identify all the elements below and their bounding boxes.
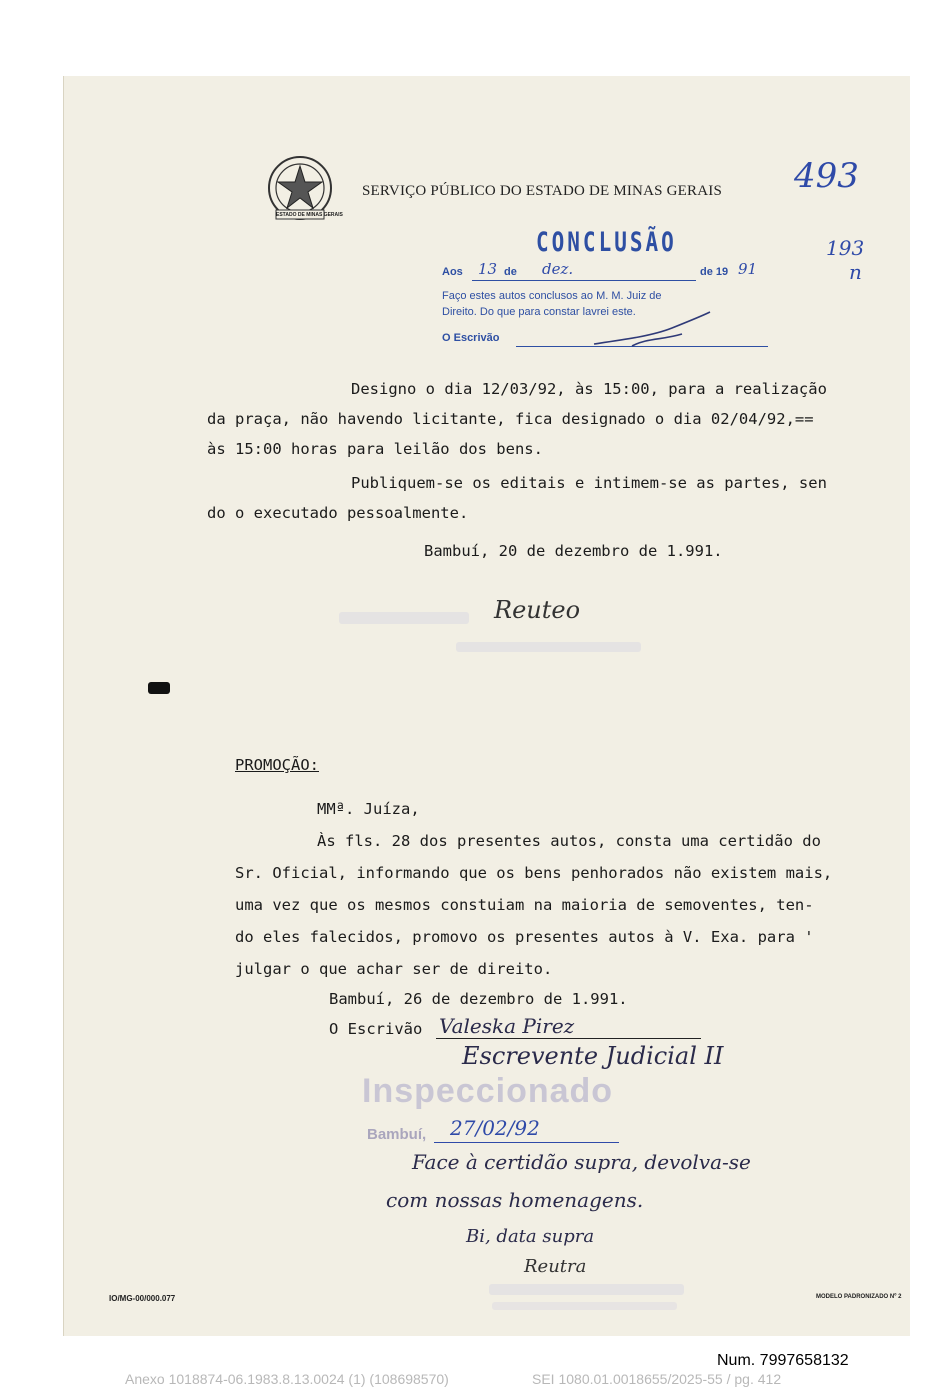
promocao-line-1: Às fls. 28 dos presentes autos, consta uma certidão do (317, 832, 821, 850)
folio-mark: 193 (826, 236, 865, 260)
inspection-date-underline (434, 1142, 619, 1143)
stamp-month: dez. (542, 260, 574, 278)
stamp-day: 13 (478, 260, 498, 278)
conclusao-stamp (442, 262, 772, 352)
promocao-line-3: uma vez que os mesmos constuiam na maioria de semoventes, ten- (235, 896, 814, 914)
escrivao-signature-line (436, 1038, 701, 1039)
faded-title-stamp (456, 642, 641, 652)
stamp-aos-label: Aos (442, 266, 463, 278)
stamp-text-line1: Faço estes autos conclusos ao M. M. Juiz de (442, 290, 662, 302)
header-title: SERVIÇO PÚBLICO DO ESTADO DE MINAS GERAIS (362, 183, 722, 199)
faded-judge-stamp (489, 1284, 684, 1295)
handwritten-line-2: com nossas homenagens. (386, 1188, 644, 1212)
escrivao-signature: Valeska Pirez (439, 1014, 575, 1038)
stamp-de-label: de (504, 266, 517, 278)
promocao-line-2: Sr. Oficial, informando que os bens penhorados não existem mais, (235, 864, 833, 882)
stamp-year: 91 (738, 260, 758, 278)
despacho-line-2: da praça, não havendo licitante, fica designado o dia 02/04/92,== (207, 410, 814, 428)
inspection-stamp-text: Inspeccionado (362, 1072, 614, 1110)
stamp-escrivao-label: O Escrivão (442, 332, 500, 344)
page-number-mark: 493 (794, 156, 859, 196)
promocao-heading: PROMOÇÃO: (235, 756, 319, 774)
judge-signature: Reuteo (494, 596, 581, 624)
despacho-line-3: às 15:00 horas para leilão dos bens. (207, 440, 543, 458)
margin-speck (148, 682, 170, 694)
despacho-line-5: do o executado pessoalmente. (207, 504, 469, 522)
despacho-line-4: Publiquem-se os editais e intimem-se as partes, sen (351, 474, 827, 492)
inspection-stamp-place: Bambuí, (367, 1126, 427, 1143)
annex-reference: Anexo 1018874-06.1983.8.13.0024 (1) (108698570) (125, 1371, 449, 1387)
form-code-right: MODELO PADRONIZADO Nº 2 (816, 1294, 902, 1300)
faded-name-stamp (339, 612, 469, 624)
despacho-line-1: Designo o dia 12/03/92, às 15:00, para a realização (351, 380, 827, 398)
escrevente-title: Escrevente Judicial II (462, 1042, 724, 1070)
promocao-date: Bambuí, 26 de dezembro de 1.991. (329, 990, 628, 1008)
handwritten-signature: Reutra (524, 1256, 587, 1277)
stamp-rubric (592, 310, 712, 350)
promocao-escrivao-label: O Escrivão (329, 1020, 423, 1038)
document-page (63, 76, 910, 1336)
faded-judge-stamp-2 (492, 1302, 677, 1310)
seal-label: ESTADO DE MINAS GERAIS (276, 212, 343, 218)
despacho-date: Bambuí, 20 de dezembro de 1.991. (424, 542, 723, 560)
handwritten-line-3: Bi, data supra (466, 1226, 595, 1247)
folio-initial: n (849, 260, 862, 284)
promocao-salutation: MMª. Juíza, (317, 800, 420, 818)
promocao-line-4: do eles falecidos, promovo os presentes autos à V. Exa. para ' (235, 928, 814, 946)
handwritten-line-1: Face à certidão supra, devolva-se (412, 1150, 751, 1174)
sei-reference: SEI 1080.01.0018655/2025-55 / pg. 412 (532, 1371, 782, 1387)
document-number: Num. 7997658132 (717, 1352, 849, 1369)
form-code-left: IO/MG-00/000.077 (109, 1294, 176, 1303)
conclusao-stamp-title: CONCLUSÃO (536, 227, 677, 257)
stamp-year-label: de 19 (700, 266, 729, 278)
inspection-date: 27/02/92 (450, 1116, 540, 1140)
promocao-line-5: julgar o que achar ser de direito. (235, 960, 553, 978)
stamp-text-line2: Direito. Do que para constar lavrei este. (442, 306, 636, 318)
stamp-date-underline (472, 280, 696, 281)
